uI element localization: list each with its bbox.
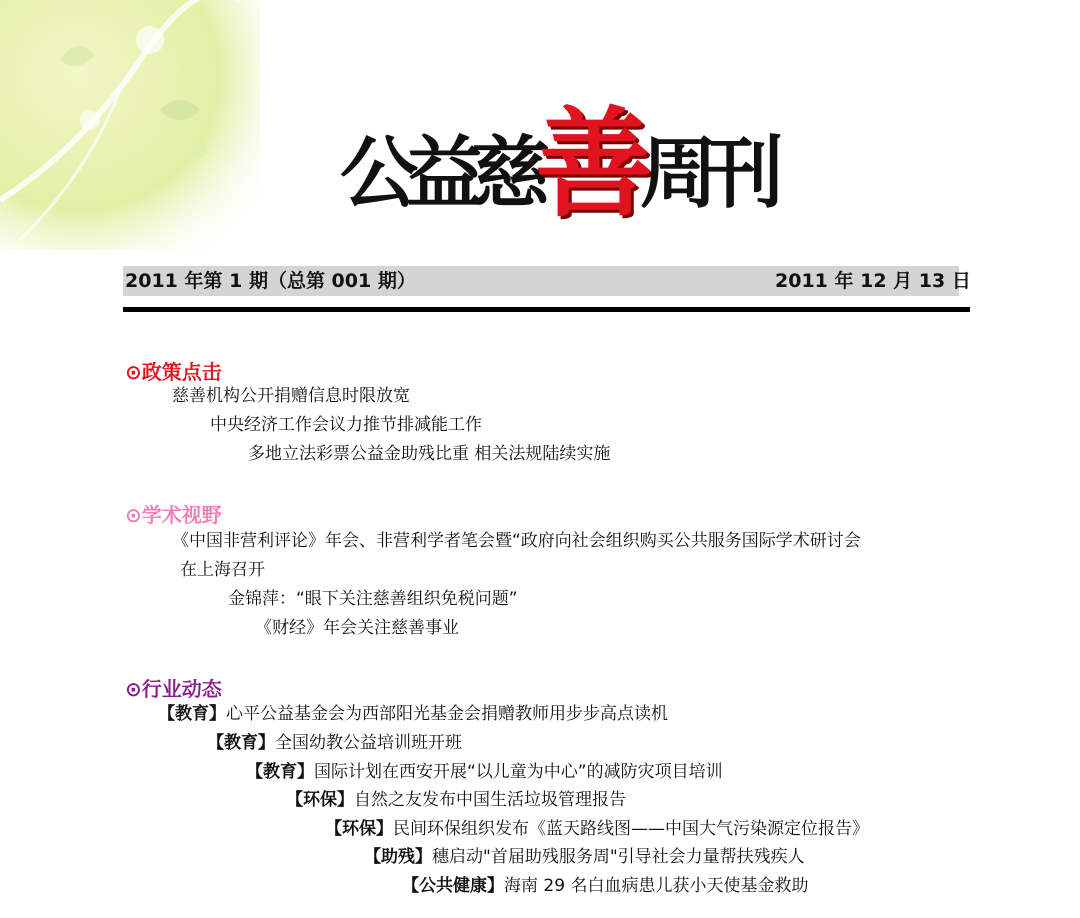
news-tag: 【教育】 bbox=[158, 704, 226, 724]
news-text: 穗启动"首届助残服务周"引导社会力量帮扶残疾人 bbox=[432, 847, 805, 867]
masthead-char-6: 刊 bbox=[706, 129, 785, 219]
list-item: 《财经》年会关注慈善事业 bbox=[255, 618, 459, 638]
news-item bbox=[286, 789, 626, 811]
news-item bbox=[325, 818, 869, 840]
news-text: 海南 29 名白血病患儿获小天使基金救助 bbox=[504, 876, 809, 896]
news-item bbox=[402, 875, 808, 897]
section-title-policy: ⊙政策点击 bbox=[125, 360, 222, 384]
news-item bbox=[246, 761, 723, 783]
news-item bbox=[158, 703, 668, 725]
news-text: 国际计划在西安开展“以儿童为中心”的减防灾项目培训 bbox=[314, 762, 723, 782]
masthead bbox=[340, 95, 800, 245]
masthead-char-2: 益 bbox=[406, 129, 485, 219]
news-tag: 【环保】 bbox=[325, 819, 393, 839]
news-item bbox=[207, 732, 462, 754]
divider-rule bbox=[123, 307, 970, 312]
issue-date: 2011 年 12 月 13 日 bbox=[775, 270, 971, 292]
section-title-industry: ⊙行业动态 bbox=[125, 677, 222, 701]
section-title-academic: ⊙学术视野 bbox=[125, 503, 222, 527]
news-tag: 【环保】 bbox=[286, 790, 354, 810]
list-item: 在上海召开 bbox=[180, 560, 265, 580]
news-text: 民间环保组织发布《蓝天路线图——中国大气污染源定位报告》 bbox=[393, 819, 869, 839]
masthead-highlight-char: 善 bbox=[535, 95, 654, 233]
news-tag: 【教育】 bbox=[207, 733, 275, 753]
news-item bbox=[364, 846, 805, 868]
news-tag: 【教育】 bbox=[246, 762, 314, 782]
masthead-char-3: 慈 bbox=[472, 129, 551, 219]
masthead-char-5: 周 bbox=[640, 129, 719, 219]
news-text: 全国幼教公益培训班开班 bbox=[275, 733, 462, 753]
list-item: 中央经济工作会议力推节排减能工作 bbox=[210, 415, 482, 435]
news-tag: 【助残】 bbox=[364, 847, 432, 867]
issue-number: 2011 年第 1 期（总第 001 期） bbox=[125, 270, 416, 292]
news-text: 心平公益基金会为西部阳光基金会捐赠教师用步步高点读机 bbox=[226, 704, 668, 724]
list-item: 《中国非营利评论》年会、非营利学者笔会暨“政府向社会组织购买公共服务国际学术研讨会 bbox=[172, 531, 861, 551]
list-item: 多地立法彩票公益金助残比重 相关法规陆续实施 bbox=[248, 444, 611, 464]
news-text: 自然之友发布中国生活垃圾管理报告 bbox=[354, 790, 626, 810]
floral-decoration bbox=[0, 0, 260, 250]
news-tag: 【公共健康】 bbox=[402, 876, 504, 896]
list-item: 金锦萍：“眼下关注慈善组织免税问题” bbox=[228, 589, 518, 609]
masthead-char-1: 公 bbox=[340, 129, 419, 219]
list-item: 慈善机构公开捐赠信息时限放宽 bbox=[172, 386, 410, 406]
